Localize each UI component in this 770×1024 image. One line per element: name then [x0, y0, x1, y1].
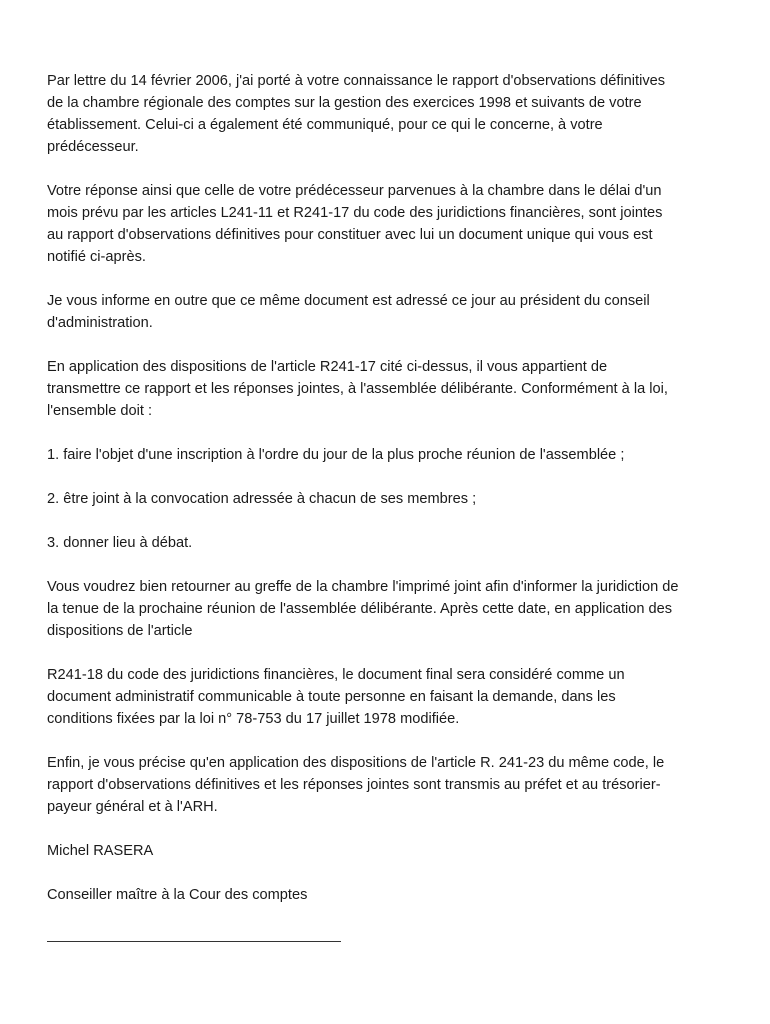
text-line: conditions fixées par la loi n° 78-753 du 17 juillet 1978 modifiée. [47, 711, 460, 727]
text-line: dispositions de l'article [47, 623, 193, 639]
paragraph-enfin [47, 752, 737, 818]
text-line: au rapport d'observations définitives pour constituer avec lui un document unique qui vous est [47, 227, 653, 243]
text-line: payeur général et à l'ARH. [47, 799, 218, 815]
divider-line [47, 941, 341, 942]
letter-body [47, 70, 737, 928]
text-line: Je vous informe en outre que ce même document est adressé ce jour au président du conseil [47, 293, 650, 309]
text-line: de la chambre régionale des comptes sur la gestion des exercices 1998 et suivants de votre [47, 95, 642, 111]
text-line: la tenue de la prochaine réunion de l'assemblée délibérante. Après cette date, en application des [47, 601, 673, 617]
text-line: établissement. Celui-ci a également été communiqué, pour ce qui le concerne, à votre [47, 117, 603, 133]
paragraph-greffe [47, 576, 737, 642]
text-line: En application des dispositions de l'article R241-17 cité ci-dessus, il vous appartient de [47, 359, 608, 375]
text-line: prédécesseur. [47, 139, 139, 155]
paragraph-intro [47, 70, 737, 158]
paragraph-application [47, 356, 737, 422]
text-line: Par lettre du 14 février 2006, j'ai porté à votre connaissance le rapport d'observations définitives [47, 73, 666, 89]
text-line: document administratif communicable à toute personne en faisant la demande, dans les [47, 689, 616, 705]
text-line: d'administration. [47, 315, 153, 331]
text-line: Vous voudrez bien retourner au greffe de la chambre l'imprimé joint afin d'informer la juridiction de [47, 579, 679, 595]
list-item-1 [47, 444, 737, 466]
text-line: R241-18 du code des juridictions financières, le document final sera considéré comme un [47, 667, 625, 683]
text-line: 2. être joint à la convocation adressée à chacun de ses membres ; [47, 491, 477, 507]
list-item-3 [47, 532, 737, 554]
signature-name [47, 840, 737, 862]
paragraph-response [47, 180, 737, 268]
list-item-2 [47, 488, 737, 510]
signature-title [47, 884, 737, 906]
paragraph-inform [47, 290, 737, 334]
text-line: mois prévu par les articles L241-11 et R241-17 du code des juridictions financières, sont jointes [47, 205, 663, 221]
text-line: Enfin, je vous précise qu'en application des dispositions de l'article R. 241-23 du même code, le [47, 755, 665, 771]
text-line: l'ensemble doit : [47, 403, 152, 419]
text-line: 1. faire l'objet d'une inscription à l'ordre du jour de la plus proche réunion de l'assemblée ; [47, 447, 625, 463]
paragraph-article [47, 664, 737, 730]
text-line: Votre réponse ainsi que celle de votre prédécesseur parvenues à la chambre dans le délai d'un [47, 183, 662, 199]
text-line: notifié ci-après. [47, 249, 146, 265]
text-line: rapport d'observations définitives et les réponses jointes sont transmis au préfet et au trésorier- [47, 777, 661, 793]
text-line: 3. donner lieu à débat. [47, 535, 193, 551]
text-line: transmettre ce rapport et les réponses jointes, à l'assemblée délibérante. Conformément à la loi, [47, 381, 668, 397]
text-line: Michel RASERA [47, 843, 154, 859]
text-line: Conseiller maître à la Cour des comptes [47, 887, 308, 903]
